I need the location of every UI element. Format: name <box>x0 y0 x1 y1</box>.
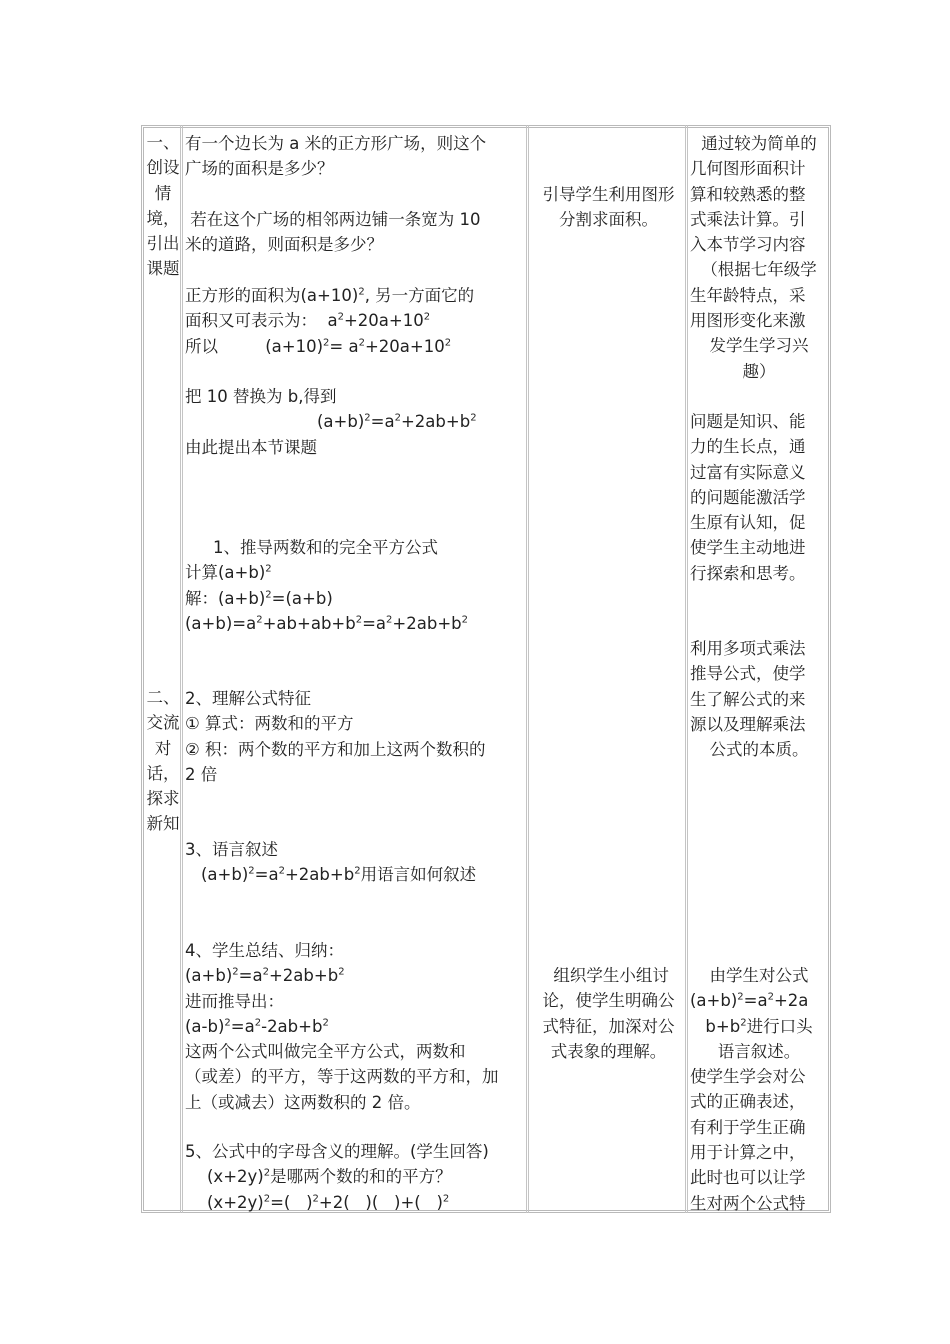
formula: $(a+b)^2=a^2+2ab+b^2$ <box>317 412 477 432</box>
section-3: 3、语言叙述 $(a+b)^2=a^2+2ab+b^2$用语言如何叙述 <box>185 837 529 888</box>
section-heading: 5、公式中的字母含义的理解。(学生回答) <box>185 1142 489 1161</box>
area-derivation: 正方形的面积为$(a+10)^2$, 另一方面它的 面积又可表示为： $a^2+20a+10^2$ 所以 $(a+10)^2= a^2+20a+10^2$ <box>185 286 475 356</box>
table-divider <box>180 125 183 1213</box>
question-1: 有一个边长为 a 米的正方形广场，则这个 广场的面积是多少？ <box>185 134 487 179</box>
stage-1-label: 一、 创设 情 境， 引出 课题 <box>146 133 180 279</box>
teacher-activity-1: 引导学生利用图形 分割求面积。 <box>542 185 675 230</box>
intent-4: 由学生对公式 $(a+b)^2=a^2+2a$ $b+b^2$进行口头 语言叙述。 使学生学会对公 式的正确表述， 有利于学生正确 用于计算之中， 此时也可以让学 生对两个公式特 <box>690 966 813 1213</box>
section-2: 2、理解公式特征 ① 算式：两数和的平方 ② 积：两个数的平方和加上这两个数积的 2 倍 <box>185 686 529 787</box>
section-heading: 3、语言叙述 <box>185 840 278 859</box>
section-5: 5、公式中的字母含义的理解。(学生回答) $(x+2y)^2$是哪两个数的和的平方？ $(x+2y)^2=$( )$^2$+2( )( )+( )$^2$ <box>185 1139 529 1215</box>
replace-step: 把 10 替换为 b,得到 $(a+b)^2=a^2+2ab+b^2$ 由此提出本节课题 <box>185 384 529 460</box>
section-heading: 4、学生总结、归纳： <box>185 941 344 960</box>
section-heading: 1、推导两数和的完全平方公式 <box>213 538 438 557</box>
intent-3: 利用多项式乘法 推导公式，使学 生了解公式的来 源以及理解乘法 公式的本质。 <box>690 639 809 760</box>
question-2: 若在这个广场的相邻两边铺一条宽为 10 米的道路，则面积是多少？ <box>185 210 481 255</box>
section-heading: 2、理解公式特征 <box>185 689 311 708</box>
intent-2: 问题是知识、能 力的生长点，通 过富有实际意义 的问题能激活学 生原有认知，促 使学生主动地进 行探索和思考。 <box>690 412 806 583</box>
section-4: 4、学生总结、归纳： $(a+b)^2=a^2+2ab+b^2$ 进而推导出： $(a-b)^2=a^2-2ab+b^2$ 这两个公式叫做完全平方公式，两数和 （或差）的平方，等于这两数的平方和，加 上（或减去）这两数积的 2 倍。 <box>185 938 529 1115</box>
teacher-activity-2: 组织学生小组讨 论，使学生明确公 式特征，加深对公 式表象的理解。 <box>542 966 675 1061</box>
stage-2-label: 二、 交流 对 话， 探求 新知 <box>146 688 180 834</box>
section-1: 1、推导两数和的完全平方公式 计算$(a+b)^2$ 解：$(a+b)^2=(a+b)$ $(a+b)=a^2+ab+ab+b^2=a^2+2ab+b^2$ <box>185 535 529 636</box>
intent-1: 通过较为简单的 几何图形面积计 算和较熟悉的整 式乘法计算。引 入本节学习内容 （根据七年级学 生年龄特点，采 用图形变化来激 发学生学习兴 趣） <box>690 134 817 381</box>
